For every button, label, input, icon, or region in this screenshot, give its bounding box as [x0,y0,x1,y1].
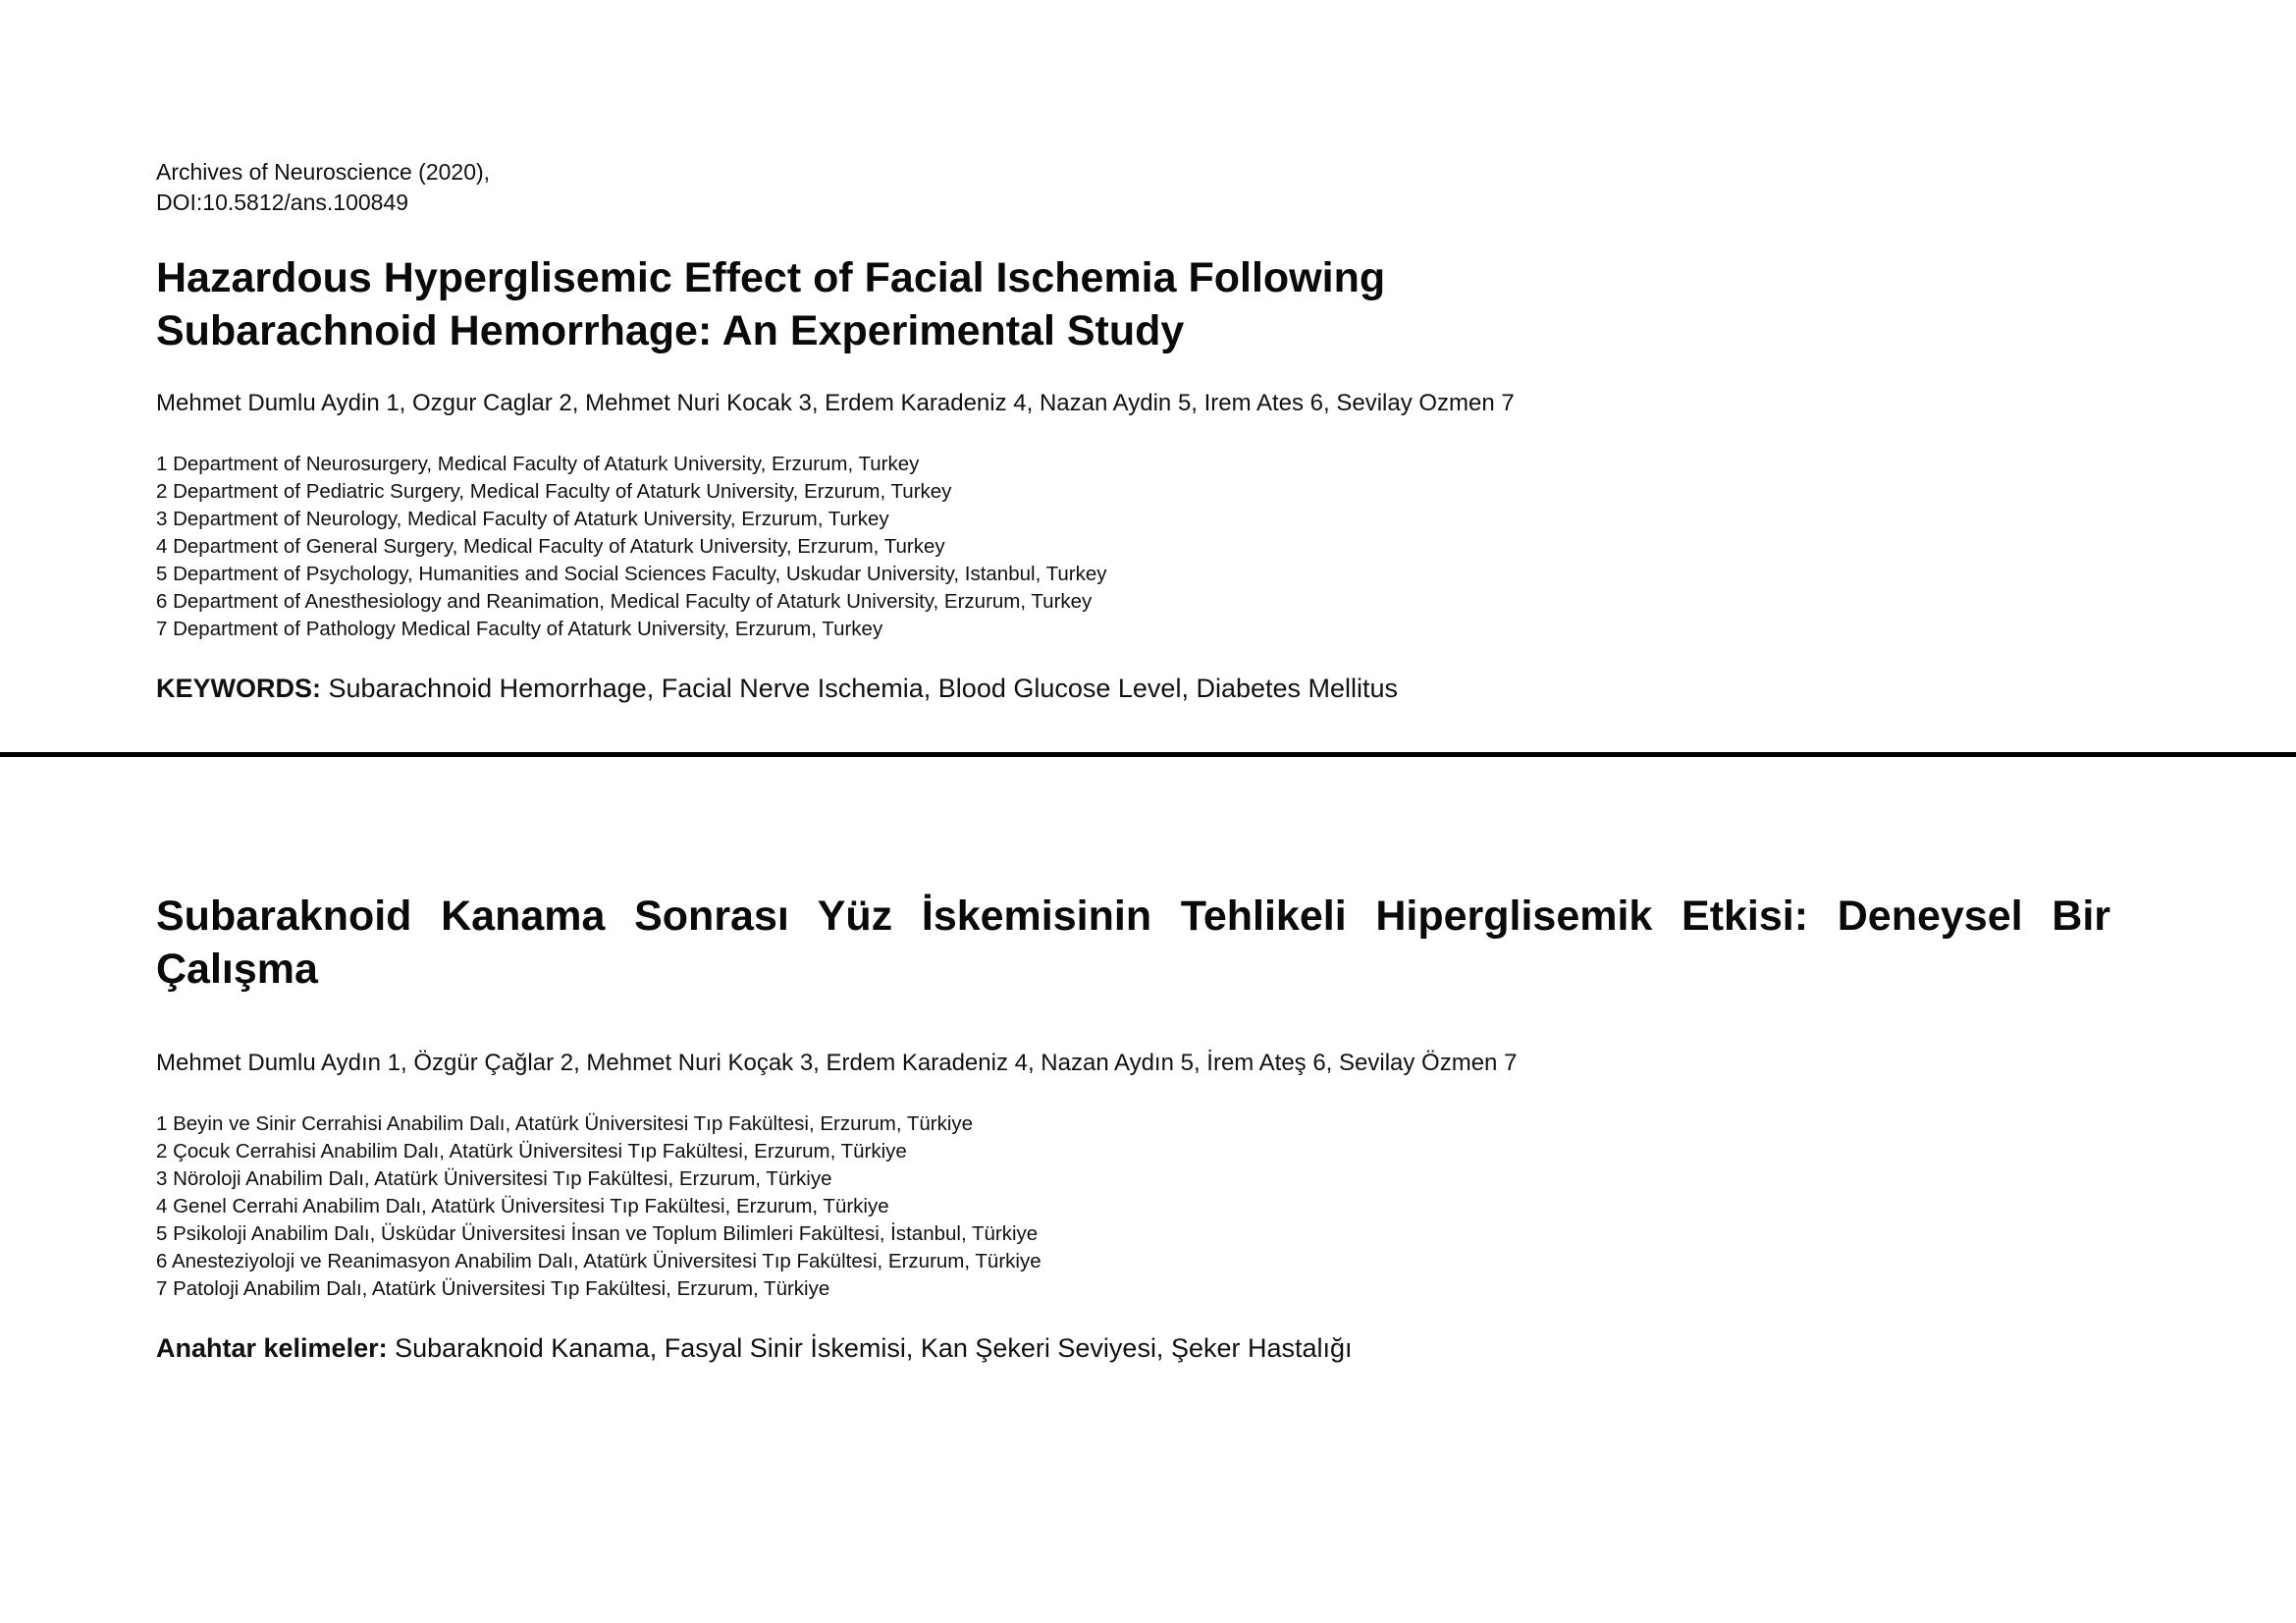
affiliation-item: 7 Patoloji Anabilim Dalı, Atatürk Üniversitesi Tıp Fakültesi, Erzurum, Türkiye [156,1277,830,1300]
english-affiliations [156,451,1106,643]
turkish-keywords-list: Subaraknoid Kanama, Fasyal Sinir İskemisi, Kan Şekeri Seviyesi, Şeker Hastalığı [387,1333,1353,1363]
english-keywords [156,672,1398,705]
turkish-keywords [156,1331,1353,1365]
affiliation-item: 6 Anesteziyoloji ve Reanimasyon Anabilim Dalı, Atatürk Üniversitesi Tıp Fakültesi, Erzurum, Türkiye [156,1250,1041,1272]
journal-citation: Archives of Neuroscience (2020), [156,159,491,185]
english-title-line-2: Subarachnoid Hemorrhage: An Experimental Study [156,307,1185,354]
turkish-keywords-label: Anahtar kelimeler: [156,1333,388,1363]
affiliation-item: 3 Department of Neurology, Medical Faculty of Ataturk University, Erzurum, Turkey [156,508,889,530]
affiliation-item: 1 Department of Neurosurgery, Medical Faculty of Ataturk University, Erzurum, Turkey [156,453,920,475]
turkish-authors: Mehmet Dumlu Aydın 1, Özgür Çağlar 2, Mehmet Nuri Koçak 3, Erdem Karadeniz 4, Nazan Aydın 5, İrem Ateş 6, Sevilay Özmen 7 [156,1050,1518,1076]
english-title-line-1: Hazardous Hyperglisemic Effect of Facial Ischemia Following [156,254,1386,301]
turkish-title: Subaraknoid Kanama Sonrası Yüz İskemisinin Tehlikeli Hiperglisemik Etkisi: Deneysel Bir Çalışma [156,893,2110,993]
affiliation-item: 2 Department of Pediatric Surgery, Medical Faculty of Ataturk University, Erzurum, Turkey [156,480,952,503]
affiliation-item: 4 Genel Cerrahi Anabilim Dalı, Atatürk Üniversitesi Tıp Fakültesi, Erzurum, Türkiye [156,1195,889,1217]
affiliation-item: 5 Department of Psychology, Humanities and Social Sciences Faculty, Uskudar University, Istanbul, Turkey [156,563,1107,585]
affiliation-item: 5 Psikoloji Anabilim Dalı, Üsküdar Üniversitesi İnsan ve Toplum Bilimleri Fakültesi, İstanbul, Türkiye [156,1222,1039,1245]
english-keywords-list: Subarachnoid Hemorrhage, Facial Nerve Ischemia, Blood Glucose Level, Diabetes Mellitus [321,674,1399,703]
english-keywords-label: KEYWORDS: [156,674,321,703]
affiliation-item: 3 Nöroloji Anabilim Dalı, Atatürk Üniversitesi Tıp Fakültesi, Erzurum, Türkiye [156,1167,832,1190]
section-divider [0,752,2296,757]
affiliation-item: 2 Çocuk Cerrahisi Anabilim Dalı, Atatürk Üniversitesi Tıp Fakültesi, Erzurum, Türkiye [156,1140,907,1163]
journal-doi: DOI:10.5812/ans.100849 [156,189,409,215]
affiliation-item: 7 Department of Pathology Medical Faculty of Ataturk University, Erzurum, Turkey [156,618,883,640]
affiliation-item: 1 Beyin ve Sinir Cerrahisi Anabilim Dalı, Atatürk Üniversitesi Tıp Fakültesi, Erzurum, Türkiye [156,1112,974,1135]
english-title [156,251,1727,357]
affiliation-item: 4 Department of General Surgery, Medical Faculty of Ataturk University, Erzurum, Turkey [156,535,945,558]
affiliation-item: 6 Department of Anesthesiology and Reanimation, Medical Faculty of Ataturk University, Erzurum, Turkey [156,590,1093,613]
journal-header [156,157,490,218]
turkish-affiliations [156,1110,1041,1303]
english-authors: Mehmet Dumlu Aydin 1, Ozgur Caglar 2, Mehmet Nuri Kocak 3, Erdem Karadeniz 4, Nazan Aydin 5, Irem Ates 6, Sevilay Ozmen 7 [156,390,1515,416]
